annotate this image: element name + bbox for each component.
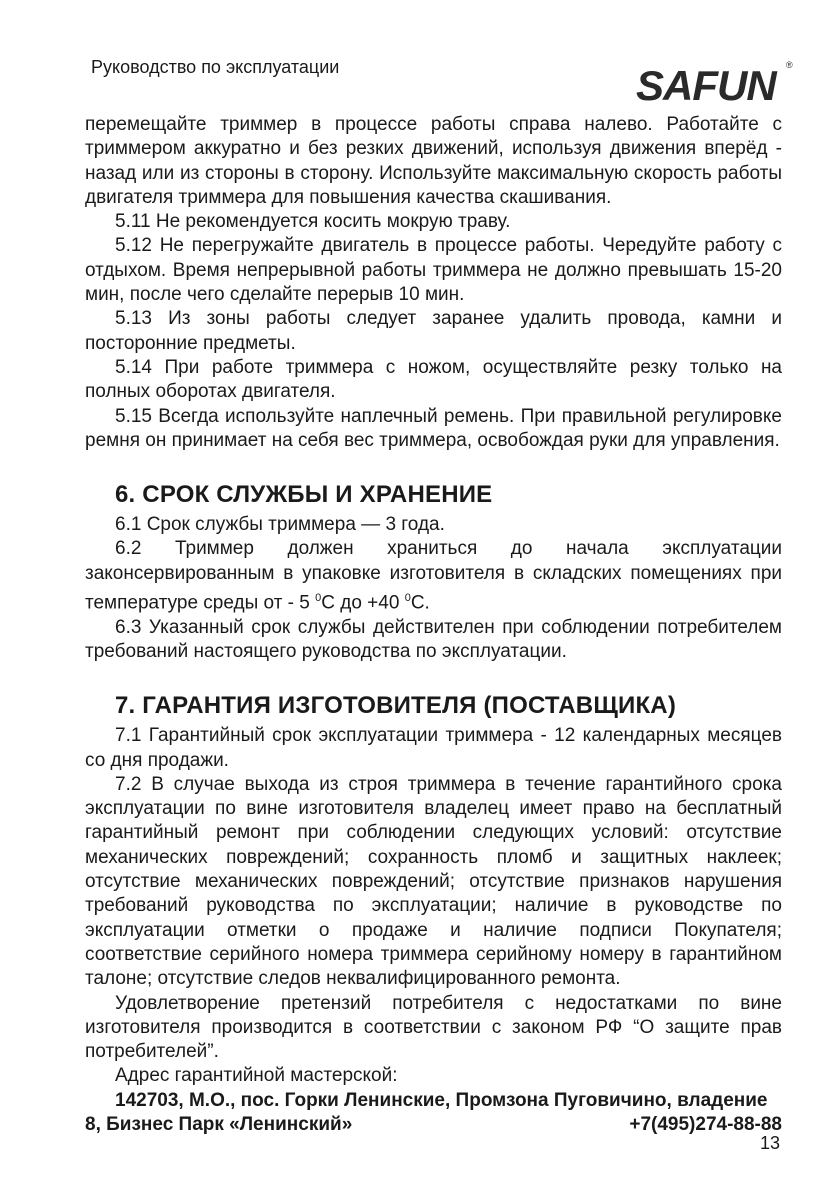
logo-text: SAFUN: [636, 62, 776, 104]
logo-registered-mark: ®: [786, 60, 793, 70]
paragraph-5-14: 5.14 При работе триммера с ножом, осуществляйте резку только на полных оборотах двигателя.: [85, 356, 782, 403]
address-line-2: 8, Бизнес Парк «Ленинский»: [85, 1114, 353, 1136]
section-6-heading: 6. СРОК СЛУЖБЫ И ХРАНЕНИЕ: [115, 481, 493, 509]
page-content: [85, 113, 782, 1137]
page-number: 13: [759, 1133, 780, 1153]
paragraph-6-1: 6.1 Срок службы триммера — 3 года.: [115, 514, 445, 536]
paragraph-claims: Удовлетворение претензий потребителя с недостатками по вине изготовителя производится в соответствии с законом РФ “О защите прав потребителей”.: [85, 992, 782, 1063]
paragraph-6-2: 6.2 Триммер должен храниться до начала эксплуатации законсервированным в упаковке изготовителя в складских помещениях при температуре среды от - 5 $^0$С до +40 $^0$С.: [85, 538, 782, 614]
phone-number: +7(495)274-88-88: [629, 1114, 782, 1136]
paragraph-6-3: 6.3 Указанный срок службы действителен при соблюдении потребителем требований настоящего руководства по эксплуатации.: [85, 616, 782, 662]
paragraph-continuation: перемещайте триммер в процессе работы справа налево. Работайте с триммером аккуратно и без резких движений, используя движения вперёд - назад или из стороны в сторону. Используйте максимальную скорость работы двигателя триммера для повышения качества скашивания.: [85, 114, 782, 208]
paragraph-5-13: 5.13 Из зоны работы следует заранее удалить провода, камни и посторонние предметы.: [85, 308, 782, 354]
paragraph-5-12: 5.12 Не перегружайте двигатель в процессе работы. Чередуйте работу с отдыхом. Время непрерывной работы триммера не должно превышать 15-20 мин, после чего сделайте перерыв 10 мин.: [85, 235, 782, 306]
paragraph-5-15: 5.15 Всегда используйте наплечный ремень. При правильной регулировке ремня он принимает на себя вес триммера, освобождая руки для управления.: [85, 405, 782, 451]
address-label: Адрес гарантийной мастерской:: [115, 1065, 398, 1087]
address-line-1: 142703, М.О., пос. Горки Ленинские, Промзона Пуговичино, владение: [115, 1089, 768, 1111]
paragraph-5-11: 5.11 Не рекомендуется косить мокрую траву.: [115, 211, 511, 233]
paragraph-7-2: 7.2 В случае выхода из строя триммера в течение гарантийного срока эксплуатации по вине изготовителя владелец имеет право на бесплатный гарантийный ремонт при соблюдении следующих условий: отсутствие механических повреждений; сохранность пломб и защитных наклеек; отсутствие механических повреждений; отсутствие признаков нарушения требований руководства по эксплуатации; наличие в руководстве по эксплуатации отметки о продаже и наличие подписи Покупателя; соответствие серийного номера триммера серийному номеру в гарантийном талоне; отсутствие следов неквалифицированного ремонта.: [85, 773, 782, 990]
safun-logo: [636, 56, 796, 104]
paragraph-7-1: 7.1 Гарантийный срок эксплуатации триммера - 12 календарных месяцев со дня продажи.: [85, 725, 782, 771]
page-header-title: Руководство по эксплуатации: [91, 57, 340, 77]
section-7-heading: 7. ГАРАНТИЯ ИЗГОТОВИТЕЛЯ (ПОСТАВЩИКА): [115, 692, 677, 720]
address-line-2-row: [85, 1113, 782, 1137]
